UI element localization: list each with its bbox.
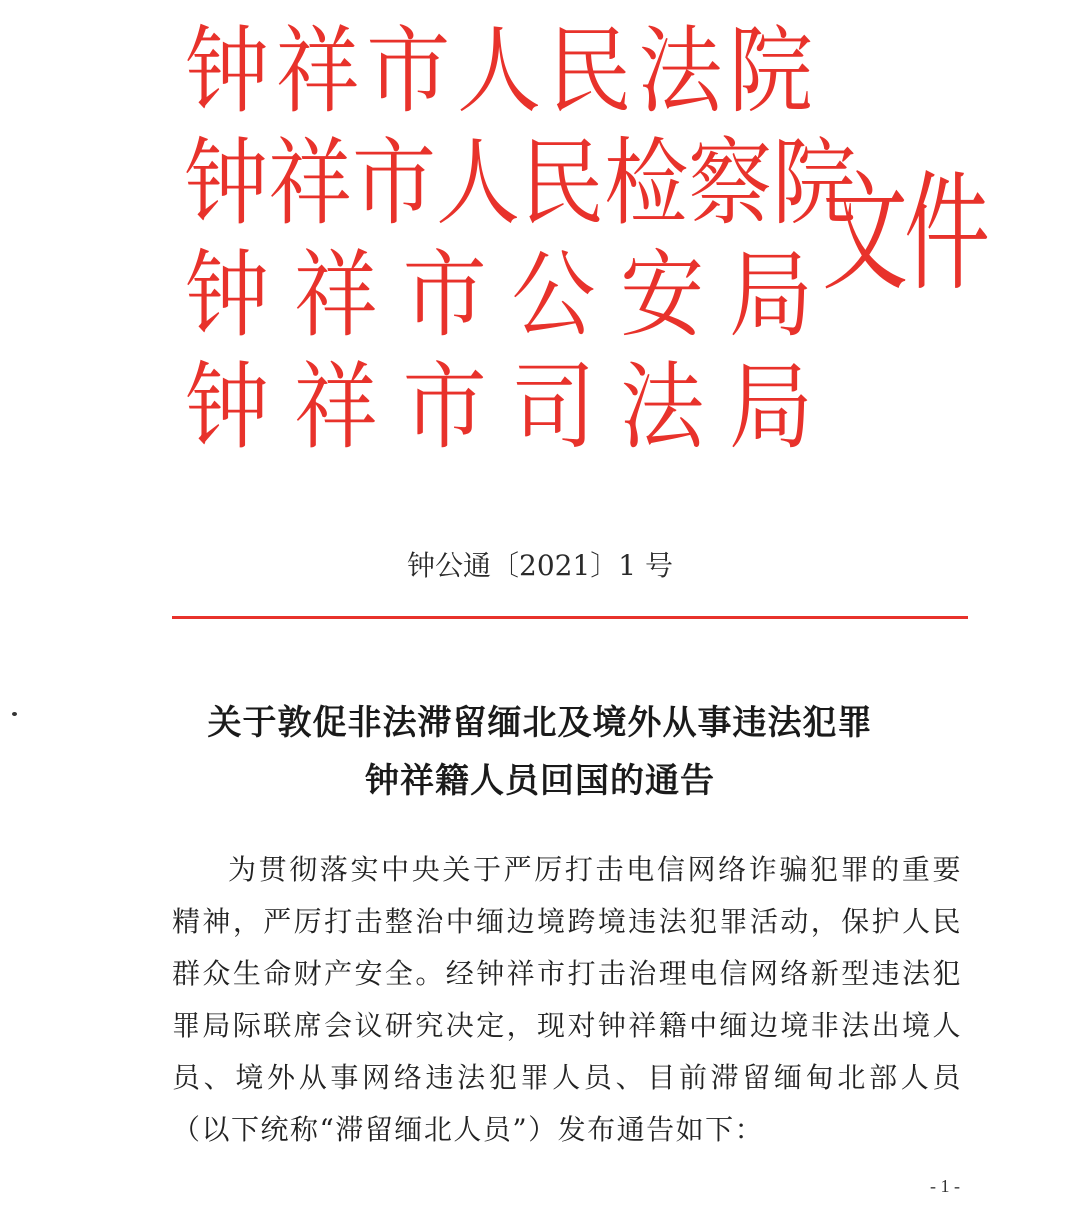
agency-justice-bureau: 钟 祥 市 司 法 局 [184, 352, 813, 462]
red-divider [172, 616, 968, 619]
document-suffix: 文件 [822, 159, 986, 310]
agency-court: 钟 祥 市 人 民 法 院 [184, 16, 813, 126]
agency-procuratorate: 钟 祥 市 人 民 检 察 院 [184, 128, 857, 238]
agency-public-security: 钟 祥 市 公 安 局 [184, 240, 813, 350]
document-number: 钟公通〔2021〕1 号 [407, 549, 673, 582]
notice-title [0, 694, 1080, 810]
issuing-agencies [184, 16, 857, 472]
title-line-1: 关于敦促非法滞留缅北及境外从事违法犯罪 [207, 703, 873, 743]
scan-speck [12, 712, 17, 716]
page-number: - 1 - [930, 1176, 960, 1196]
body-paragraph: 为贯彻落实中央关于严厉打击电信网络诈骗犯罪的重要精神，严厉打击整治中缅边境跨境违法犯罪活动，保护人民群众生命财产安全。经钟祥市打击治理电信网络新型违法犯罪局际联席会议研究决定，现对钟祥籍中缅边境非法出境人员、境外从事网络违法犯罪人员、目前滞留缅甸北部人员（以下统称“滞留缅北人员”）发布通告如下： [172, 853, 962, 1146]
title-line-2: 钟祥籍人员回国的通告 [365, 761, 715, 801]
